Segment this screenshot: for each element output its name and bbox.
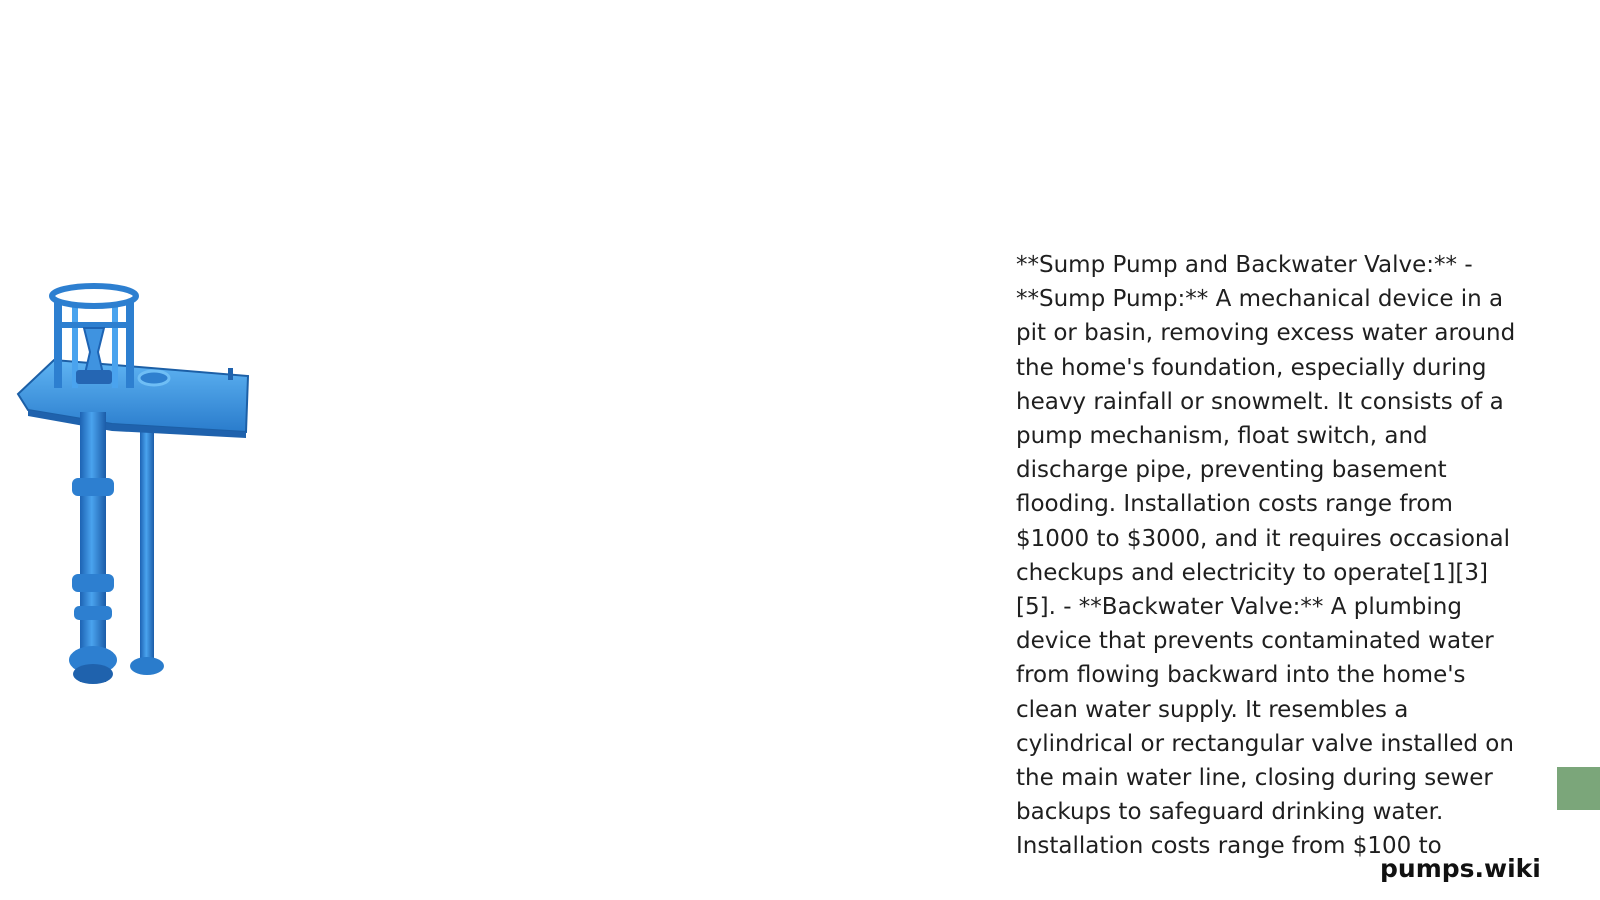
side-tab-button[interactable] — [1557, 767, 1600, 810]
sump-pump-image — [14, 282, 254, 696]
site-watermark: pumps.wiki — [1380, 854, 1541, 883]
article-body-text: **Sump Pump and Backwater Valve:** - **Sump Pump:** A mechanical device in a pit or basin, removing excess water around the home's foundation, especially during heavy rainfall or snowmelt. It consists of a pump mechanism, float switch, and discharge pipe, preventing basement flooding. Installation costs range from $1000 to $3000, and it requires occasional checkups and electricity to operate[1][3][5]. - **Backwater Valve:** A plumbing device that prevents contaminated water from flowing backward into the home's clean water supply. It resembles a cylindrical or rectangular valve installed on the main water line, closing during sewer backups to safeguard drinking water. Installation costs range from $100 to — [1016, 252, 1516, 860]
